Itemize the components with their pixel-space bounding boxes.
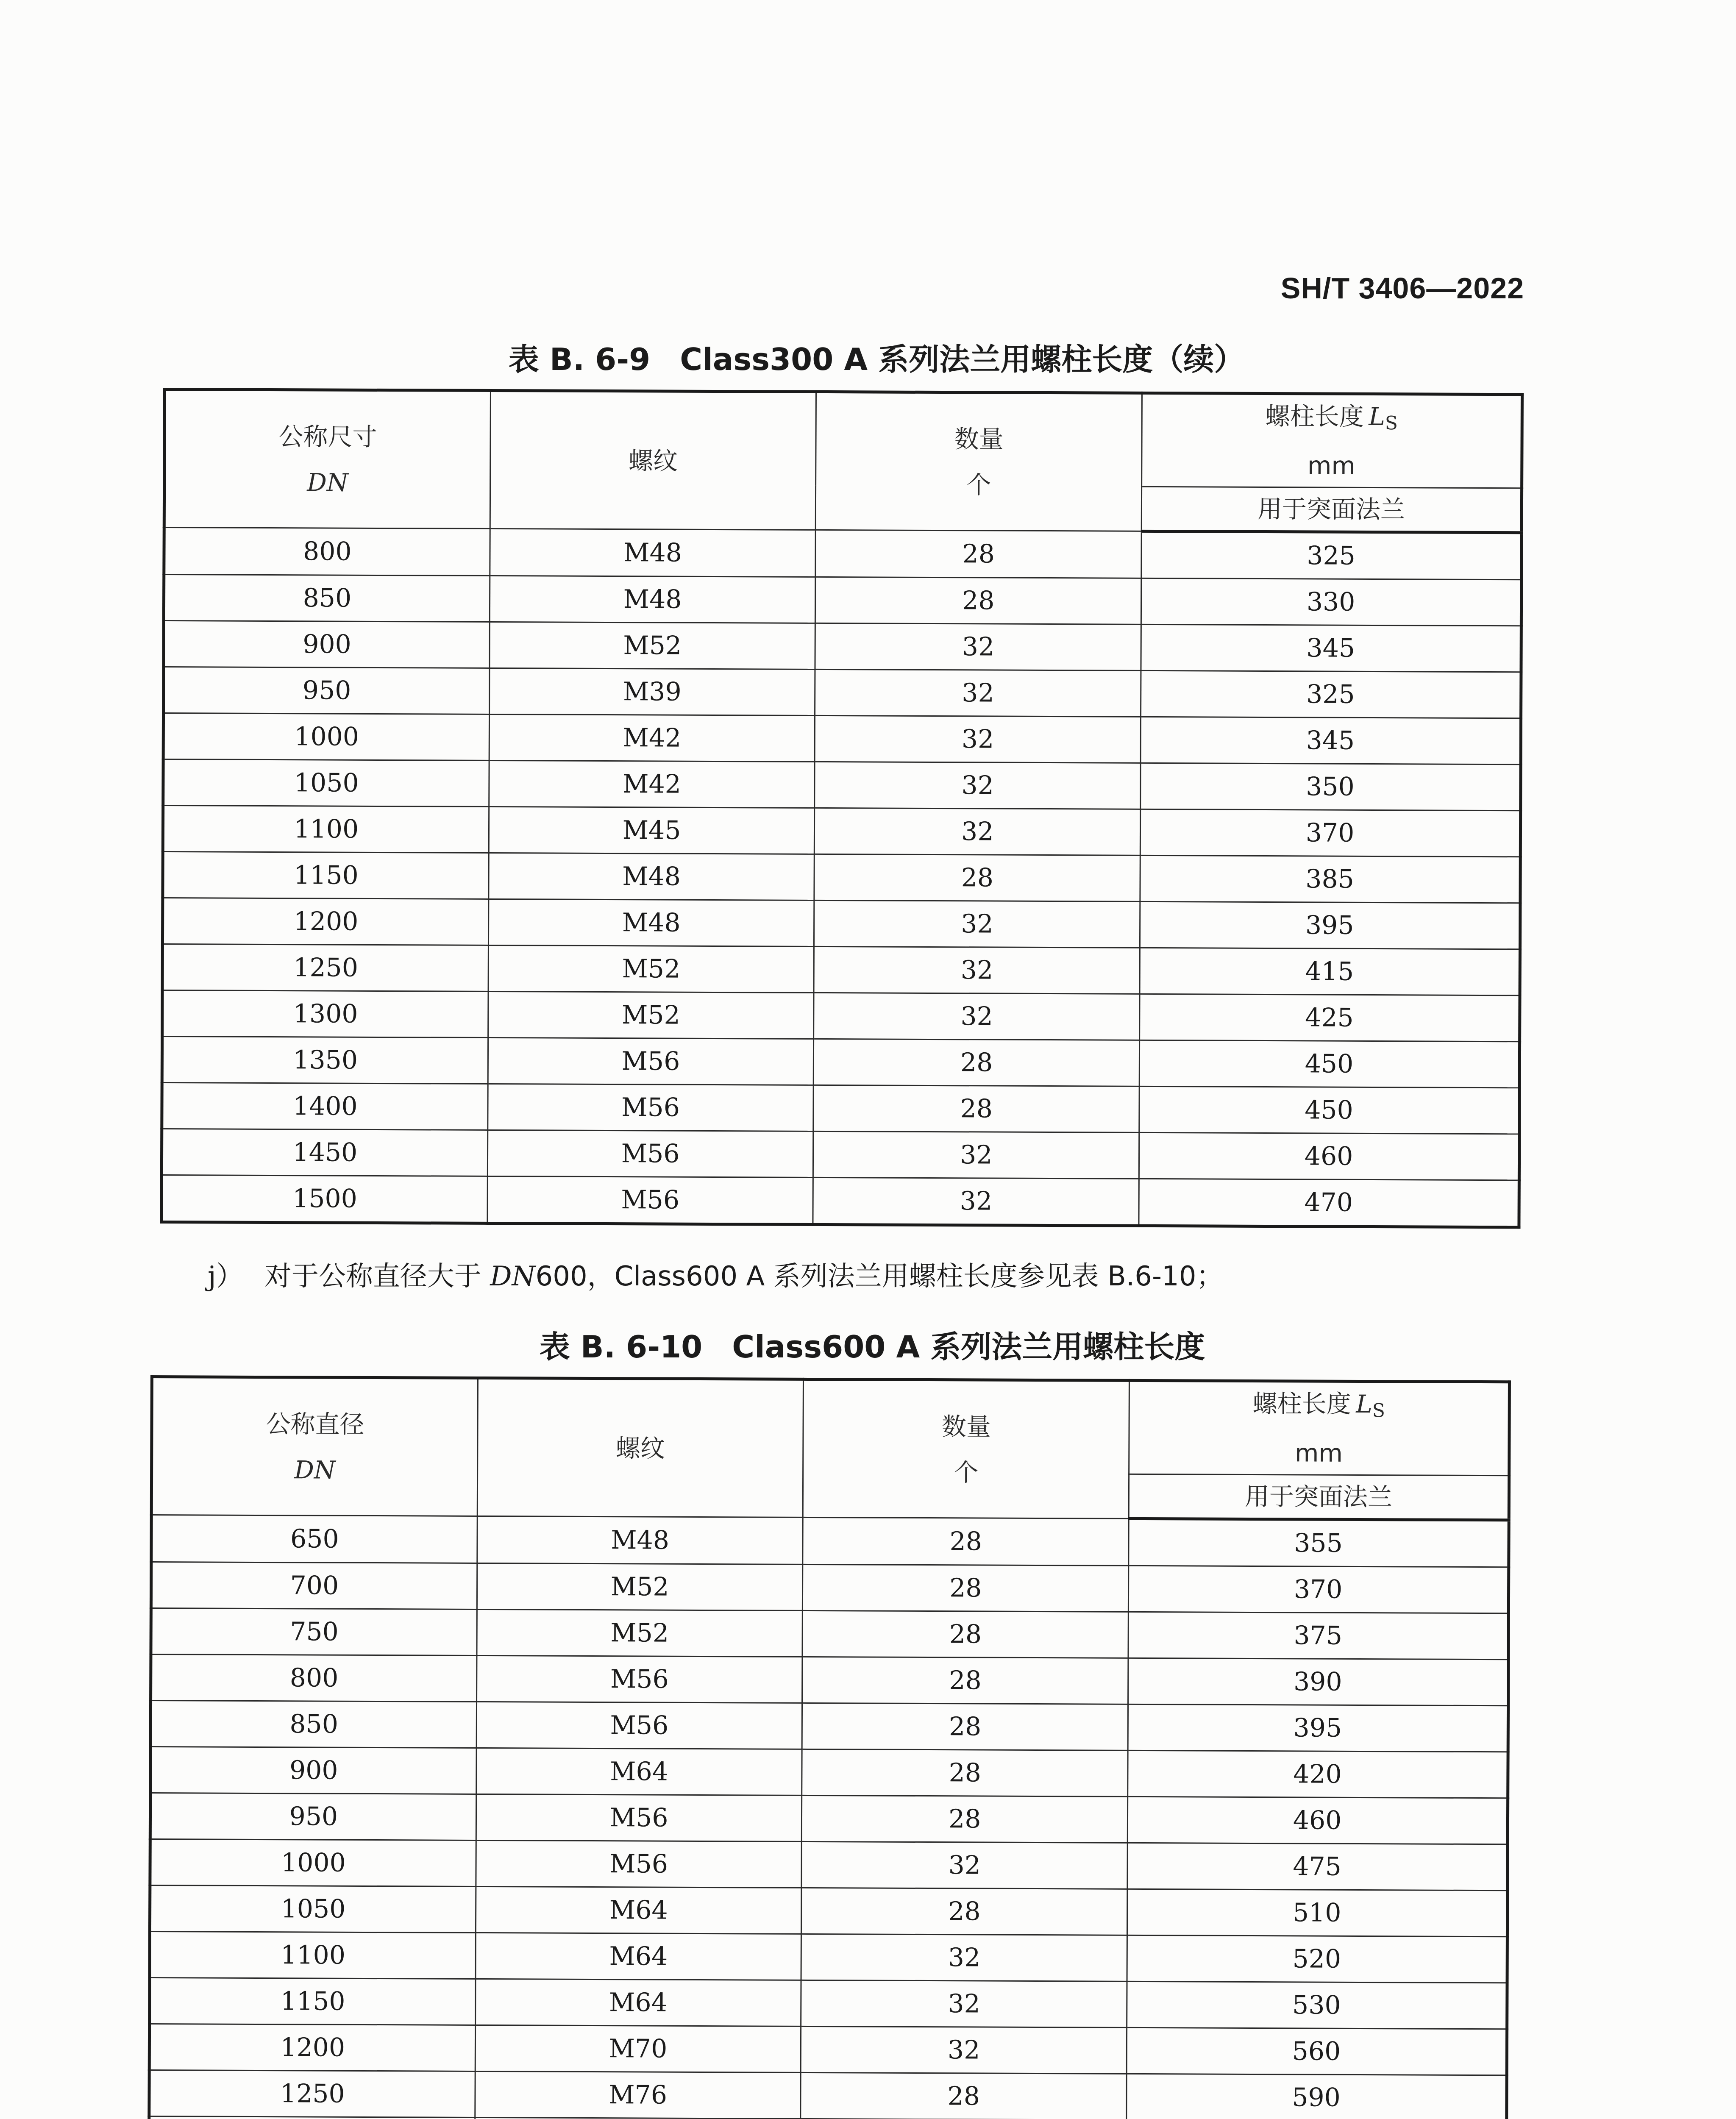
cell-quantity: 32 bbox=[815, 762, 1141, 809]
cell-nominal-size: 850 bbox=[164, 575, 490, 622]
cell-bolt-length: 330 bbox=[1141, 578, 1522, 626]
cell-nominal-size: 900 bbox=[150, 1747, 476, 1794]
note-text-before: 对于公称直径大于 bbox=[264, 1261, 490, 1292]
header-quantity-label: 数量 bbox=[954, 424, 1004, 454]
cell-bolt-length: 325 bbox=[1141, 531, 1522, 579]
cell-nominal-size: 1500 bbox=[161, 1175, 487, 1223]
table-row bbox=[150, 1978, 1507, 2029]
cell-bolt-length: 385 bbox=[1140, 855, 1520, 903]
table-row bbox=[151, 1562, 1508, 1613]
cell-quantity: 28 bbox=[802, 1657, 1128, 1704]
table-row bbox=[149, 2070, 1507, 2119]
table-row bbox=[151, 1655, 1508, 1706]
cell-quantity: 32 bbox=[801, 1841, 1127, 1889]
cell-bolt-length: 350 bbox=[1141, 763, 1521, 810]
header-bolt-length-unit: mm bbox=[1294, 1438, 1343, 1468]
cell-bolt-length: 375 bbox=[1128, 1612, 1508, 1659]
cell-bolt-length: 370 bbox=[1140, 809, 1520, 856]
header-bolt-length bbox=[1142, 393, 1522, 488]
cell-bolt-length: 560 bbox=[1127, 2027, 1507, 2075]
cell-thread: M39 bbox=[489, 668, 815, 715]
cell-quantity: 28 bbox=[803, 1564, 1129, 1612]
cell-quantity: 32 bbox=[801, 1980, 1127, 2027]
header-ls-symbol: $L_S$ bbox=[1369, 402, 1398, 434]
cell-quantity: 32 bbox=[813, 1177, 1139, 1226]
header-quantity-unit: 个 bbox=[954, 1457, 979, 1487]
cell-nominal-size: 1350 bbox=[162, 1037, 488, 1084]
table-body bbox=[161, 528, 1522, 1227]
cell-nominal-size: 1250 bbox=[149, 2070, 475, 2118]
cell-quantity: 32 bbox=[815, 623, 1141, 670]
cell-quantity: 32 bbox=[801, 2026, 1127, 2074]
cell-bolt-length: 325 bbox=[1141, 670, 1521, 718]
cell-bolt-length: 475 bbox=[1127, 1843, 1508, 1890]
table-row bbox=[163, 759, 1521, 811]
table-row bbox=[162, 898, 1520, 949]
cell-nominal-size: 1150 bbox=[150, 1978, 476, 2025]
cell-bolt-length: 450 bbox=[1139, 1086, 1519, 1134]
cell-quantity: 28 bbox=[802, 1795, 1128, 1843]
cell-quantity: 28 bbox=[815, 530, 1141, 578]
header-dn-unit: DN bbox=[294, 1455, 336, 1485]
cell-thread: M52 bbox=[490, 622, 815, 669]
cell-quantity: 28 bbox=[803, 1517, 1129, 1566]
table-row bbox=[150, 1932, 1507, 1983]
table-row bbox=[150, 1793, 1508, 1844]
table-row bbox=[151, 1515, 1509, 1567]
cell-nominal-size: 1150 bbox=[163, 852, 489, 899]
table-row bbox=[161, 1129, 1519, 1180]
cell-bolt-length: 460 bbox=[1127, 1796, 1508, 1844]
bolt-length-table-class600 bbox=[147, 1375, 1511, 2119]
bolt-length-table-class300 bbox=[160, 388, 1524, 1229]
table-row bbox=[164, 528, 1522, 580]
cell-nominal-size: 1050 bbox=[150, 1885, 476, 1933]
standard-code: SH/T 3406—2022 bbox=[1280, 272, 1524, 305]
header-quantity bbox=[816, 392, 1142, 531]
table-row bbox=[162, 1083, 1519, 1134]
header-nominal-size bbox=[164, 389, 490, 529]
cell-thread: M56 bbox=[476, 1702, 802, 1749]
cell-thread: M48 bbox=[488, 899, 814, 946]
note-label: j） bbox=[208, 1261, 243, 1292]
table-title-b6-10 bbox=[0, 1322, 1736, 1366]
table-row bbox=[162, 1037, 1519, 1088]
table-row bbox=[163, 806, 1520, 857]
cell-nominal-size: 1250 bbox=[162, 944, 488, 992]
note-text-after: 600，Class600 A 系列法兰用螺柱长度参见表 B.6-10； bbox=[535, 1261, 1224, 1292]
cell-thread: M48 bbox=[490, 576, 815, 623]
cell-bolt-length: 395 bbox=[1128, 1704, 1508, 1752]
header-quantity-label: 数量 bbox=[941, 1412, 991, 1441]
cell-quantity: 32 bbox=[815, 715, 1141, 763]
cell-thread: M76 bbox=[475, 2071, 801, 2119]
cell-bolt-length: 390 bbox=[1128, 1658, 1508, 1705]
cell-nominal-size: 1300 bbox=[162, 990, 488, 1038]
cell-quantity: 32 bbox=[814, 900, 1140, 948]
cell-nominal-size: 1000 bbox=[150, 1839, 476, 1887]
table-row bbox=[162, 944, 1520, 996]
cell-thread: M45 bbox=[489, 806, 815, 854]
table-row bbox=[151, 1608, 1508, 1660]
cell-thread: M52 bbox=[477, 1563, 803, 1610]
cell-thread: M64 bbox=[476, 1748, 802, 1795]
cell-nominal-size: 1000 bbox=[163, 713, 489, 761]
table-row bbox=[161, 1175, 1519, 1227]
header-quantity bbox=[803, 1379, 1130, 1518]
cell-nominal-size: 950 bbox=[164, 667, 490, 715]
cell-thread: M48 bbox=[477, 1516, 803, 1564]
table-number: 表 B. 6-9 bbox=[508, 342, 651, 377]
cell-nominal-size: 1450 bbox=[161, 1129, 487, 1176]
table-row bbox=[162, 990, 1520, 1042]
cell-thread: M52 bbox=[488, 945, 814, 993]
table-row bbox=[149, 2024, 1507, 2075]
cell-bolt-length: 355 bbox=[1129, 1518, 1509, 1567]
header-nominal-size-label: 公称尺寸 bbox=[278, 422, 377, 451]
cell-quantity: 32 bbox=[801, 1934, 1127, 1981]
cell-bolt-length: 510 bbox=[1127, 1889, 1508, 1936]
note-j bbox=[208, 1254, 1224, 1293]
cell-nominal-size: 650 bbox=[151, 1515, 477, 1563]
cell-quantity: 32 bbox=[814, 946, 1140, 994]
cell-thread: M56 bbox=[476, 1655, 802, 1703]
cell-bolt-length: 420 bbox=[1128, 1750, 1508, 1798]
cell-bolt-length: 460 bbox=[1139, 1132, 1519, 1180]
cell-nominal-size: 1100 bbox=[163, 806, 489, 853]
cell-nominal-size: 850 bbox=[150, 1701, 476, 1748]
cell-thread: M42 bbox=[489, 760, 815, 808]
table-row bbox=[163, 713, 1521, 765]
cell-thread: M52 bbox=[488, 991, 814, 1039]
cell-thread: M70 bbox=[475, 2025, 801, 2072]
cell-quantity: 28 bbox=[802, 1749, 1128, 1796]
table-row bbox=[164, 575, 1521, 626]
cell-thread: M64 bbox=[475, 1979, 801, 2026]
table-row bbox=[164, 621, 1521, 672]
cell-bolt-length: 395 bbox=[1140, 901, 1520, 949]
header-raised-face: 用于突面法兰 bbox=[1129, 1474, 1509, 1520]
cell-quantity: 28 bbox=[814, 1039, 1140, 1086]
cell-quantity: 28 bbox=[802, 1610, 1128, 1658]
cell-quantity: 32 bbox=[814, 993, 1140, 1040]
cell-thread: M56 bbox=[487, 1084, 813, 1131]
cell-bolt-length: 470 bbox=[1139, 1179, 1519, 1227]
cell-bolt-length: 450 bbox=[1139, 1040, 1519, 1087]
header-dn-unit: DN bbox=[307, 467, 348, 497]
table-body bbox=[149, 1515, 1509, 2119]
cell-thread: M56 bbox=[476, 1840, 802, 1888]
cell-thread: M48 bbox=[489, 853, 815, 900]
cell-bolt-length: 520 bbox=[1127, 1935, 1507, 1983]
cell-quantity: 28 bbox=[813, 1085, 1139, 1132]
cell-quantity: 28 bbox=[802, 1703, 1128, 1750]
table-row bbox=[164, 667, 1521, 718]
cell-thread: M56 bbox=[476, 1794, 802, 1841]
cell-thread: M56 bbox=[488, 1037, 814, 1085]
table-number: 表 B. 6-10 bbox=[539, 1329, 703, 1365]
header-nominal-diameter bbox=[151, 1377, 478, 1516]
cell-nominal-size: 1400 bbox=[162, 1083, 488, 1130]
cell-thread: M42 bbox=[489, 714, 815, 762]
table-row bbox=[150, 1701, 1508, 1752]
cell-thread: M64 bbox=[476, 1933, 801, 1980]
cell-nominal-size: 950 bbox=[150, 1793, 476, 1841]
header-thread: 螺纹 bbox=[490, 390, 816, 530]
table-title-b6-9 bbox=[0, 335, 1736, 379]
cell-nominal-size: 750 bbox=[151, 1608, 477, 1656]
table-caption: Class600 A 系列法兰用螺柱长度 bbox=[732, 1329, 1205, 1365]
cell-bolt-length: 530 bbox=[1127, 1981, 1507, 2029]
cell-bolt-length: 590 bbox=[1127, 2074, 1507, 2119]
cell-nominal-size: 1050 bbox=[163, 759, 489, 807]
cell-nominal-size: 800 bbox=[164, 528, 490, 576]
table-row bbox=[150, 1747, 1508, 1798]
header-nominal-diameter-label: 公称直径 bbox=[266, 1409, 364, 1439]
cell-bolt-length: 415 bbox=[1140, 948, 1520, 995]
cell-nominal-size: 1200 bbox=[149, 2024, 475, 2072]
cell-quantity: 32 bbox=[815, 669, 1141, 717]
table-row bbox=[150, 1885, 1507, 1937]
cell-nominal-size: 700 bbox=[151, 1562, 477, 1610]
table-row bbox=[163, 852, 1520, 903]
cell-bolt-length: 425 bbox=[1140, 994, 1520, 1041]
header-bolt-length-unit: mm bbox=[1307, 451, 1356, 480]
cell-bolt-length: 345 bbox=[1141, 624, 1521, 672]
cell-quantity: 28 bbox=[814, 854, 1140, 901]
cell-thread: M56 bbox=[487, 1130, 813, 1177]
header-ls-symbol: $L_S$ bbox=[1356, 1389, 1385, 1422]
header-bolt-length-label: 螺柱长度 bbox=[1265, 401, 1364, 431]
cell-thread: M64 bbox=[476, 1886, 801, 1934]
table-row bbox=[150, 1839, 1508, 1891]
cell-nominal-size: 1100 bbox=[150, 1932, 476, 1979]
cell-quantity: 32 bbox=[813, 1131, 1139, 1179]
cell-nominal-size: 800 bbox=[151, 1655, 477, 1702]
header-raised-face: 用于突面法兰 bbox=[1141, 487, 1522, 532]
table-caption: Class300 A 系列法兰用螺柱长度（续） bbox=[680, 342, 1245, 377]
header-thread: 螺纹 bbox=[477, 1378, 804, 1517]
header-bolt-length-label: 螺柱长度 bbox=[1252, 1389, 1351, 1418]
cell-quantity: 28 bbox=[801, 2072, 1127, 2119]
cell-quantity: 32 bbox=[815, 808, 1141, 855]
cell-quantity: 28 bbox=[815, 577, 1141, 624]
header-quantity-unit: 个 bbox=[966, 470, 991, 500]
cell-bolt-length: 370 bbox=[1129, 1566, 1509, 1613]
cell-thread: M48 bbox=[490, 528, 816, 577]
header-bolt-length bbox=[1129, 1380, 1510, 1475]
cell-thread: M56 bbox=[487, 1176, 813, 1224]
cell-nominal-size: 900 bbox=[164, 621, 490, 668]
cell-thread: M52 bbox=[477, 1609, 803, 1657]
cell-quantity: 28 bbox=[801, 1888, 1127, 1935]
note-dn: DN bbox=[490, 1261, 536, 1292]
cell-bolt-length: 345 bbox=[1141, 717, 1521, 764]
cell-nominal-size: 1200 bbox=[162, 898, 488, 945]
